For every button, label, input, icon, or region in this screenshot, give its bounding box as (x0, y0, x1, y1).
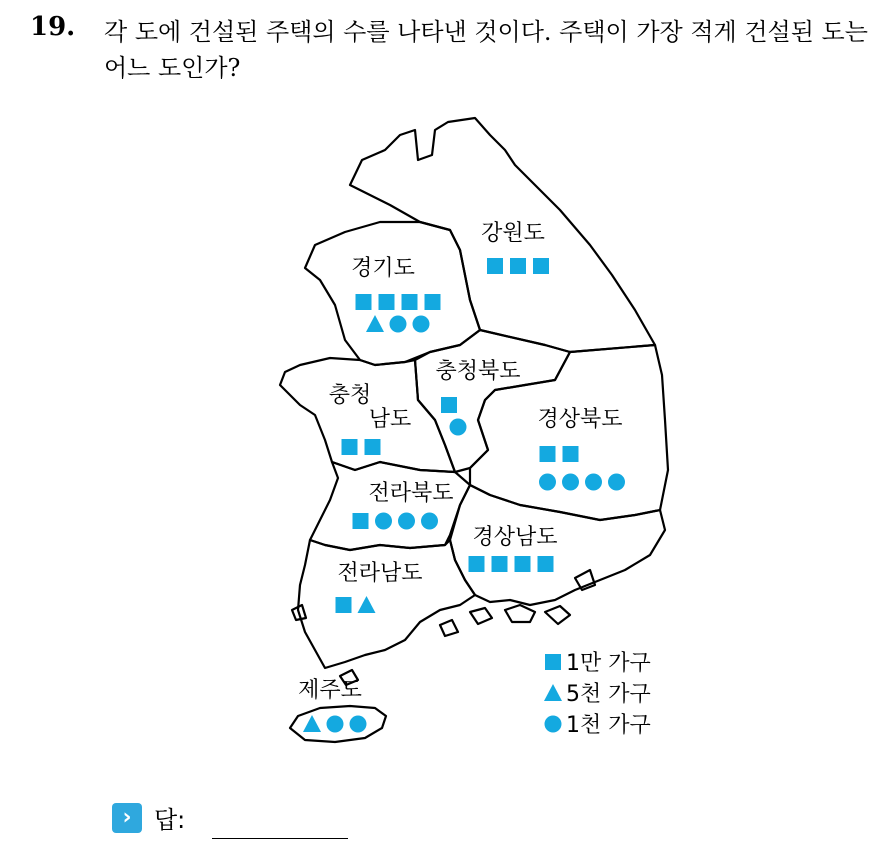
region-symbol-gyeongbuk (608, 474, 625, 491)
region-label-gyeonggi: 경기도 (351, 256, 415, 281)
island-outline (440, 620, 458, 636)
legend-symbol-square (545, 654, 561, 670)
region-outline-jeonnam (298, 540, 475, 668)
region-symbol-gyeongnam (469, 556, 485, 572)
region-symbol-jeonnam (336, 597, 352, 613)
legend-symbol-triangle (544, 684, 562, 701)
region-symbol-jeonbuk (398, 513, 415, 530)
question-text: 각 도에 건설된 주택의 수를 나타낸 것이다. 주택이 가장 적게 건설된 도는 어느 도인가? (104, 18, 868, 82)
region-symbol-jeju (350, 716, 367, 733)
region-symbol-gyeonggi (366, 315, 384, 332)
answer-label: 답: (154, 806, 186, 834)
island-outline (545, 606, 570, 624)
region-symbol-gyeongbuk (563, 446, 579, 462)
region-symbol-gangwon (487, 258, 503, 274)
map-legend (544, 651, 651, 738)
region-label-jeonbuk: 전라북도 (368, 481, 454, 506)
region-label-jeju: 제주도 (298, 678, 362, 703)
legend-label: 1만 가구 (566, 651, 651, 676)
region-label-jeonnam: 전라남도 (337, 561, 423, 586)
region-label-gangwon: 강원도 (481, 221, 545, 246)
chevron-right-icon: › (112, 803, 142, 833)
region-symbol-gangwon (510, 258, 526, 274)
region-symbol-gyeongbuk (562, 474, 579, 491)
region-symbol-gangwon (533, 258, 549, 274)
island-outline (470, 608, 492, 624)
region-label-chungnam: 충청 (328, 383, 372, 408)
island-outline (505, 605, 535, 622)
region-symbol-gyeongbuk (539, 474, 556, 491)
region-symbol-chungbuk (450, 419, 467, 436)
region-outline-gyeonggi (305, 222, 480, 365)
question-number: 19. (30, 12, 76, 42)
region-label-gyeongnam: 경상남도 (472, 525, 558, 550)
region-symbol-gyeonggi (425, 294, 441, 310)
answer-field[interactable] (212, 838, 348, 839)
region-label-chungnam: 남도 (368, 407, 412, 432)
region-symbol-gyeongnam (492, 556, 508, 572)
region-symbol-gyeonggi (356, 294, 372, 310)
region-symbol-gyeongbuk (540, 446, 556, 462)
region-symbol-jeonbuk (353, 513, 369, 529)
region-symbol-chungnam (365, 439, 381, 455)
region-symbol-gyeongbuk (585, 474, 602, 491)
region-symbol-jeonbuk (375, 513, 392, 530)
region-symbol-gyeongnam (515, 556, 531, 572)
legend-label: 1천 가구 (566, 713, 651, 738)
region-label-gyeongbuk: 경상북도 (537, 407, 623, 432)
region-symbol-gyeonggi (413, 316, 430, 333)
region-label-chungbuk: 충청북도 (435, 359, 521, 384)
region-symbol-gyeongnam (538, 556, 554, 572)
region-outline-jeonbuk (310, 462, 470, 550)
region-symbol-jeju (327, 716, 344, 733)
region-symbol-jeju (303, 715, 321, 732)
region-symbol-chungnam (342, 439, 358, 455)
region-symbol-gyeonggi (402, 294, 418, 310)
legend-symbol-circle (545, 716, 562, 733)
region-symbol-jeonbuk (421, 513, 438, 530)
answer-row (112, 800, 185, 835)
region-symbol-jeonnam (358, 596, 376, 613)
legend-label: 5천 가구 (566, 682, 651, 707)
region-symbol-gyeonggi (379, 294, 395, 310)
region-symbol-gyeonggi (390, 316, 407, 333)
region-symbol-chungbuk (441, 397, 457, 413)
